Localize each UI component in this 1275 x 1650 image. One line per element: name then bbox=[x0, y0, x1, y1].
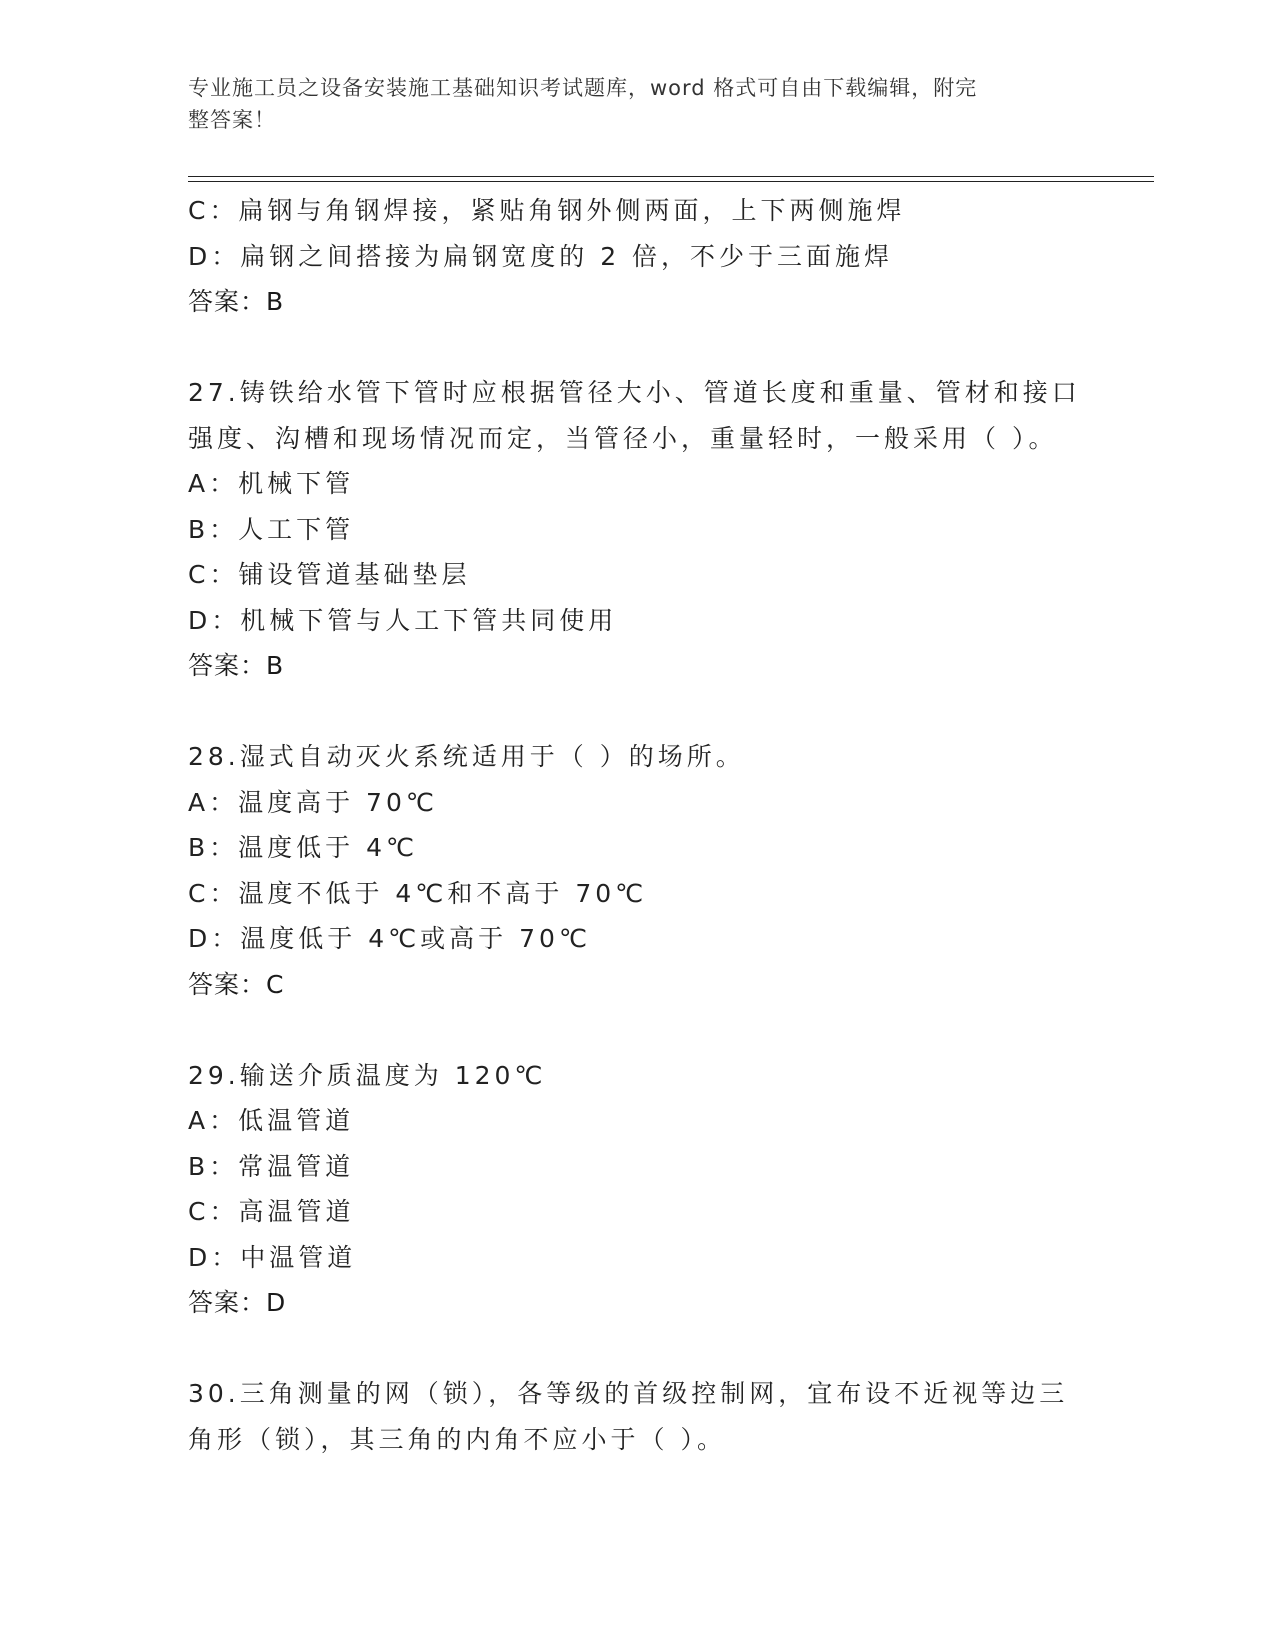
answer: 答案：C bbox=[188, 969, 285, 999]
answer: 答案：B bbox=[188, 651, 285, 680]
option-c: C：温度不低于 4℃和不高于 70℃ bbox=[188, 878, 648, 908]
option-d: D：温度低于 4℃或高于 70℃ bbox=[188, 924, 592, 953]
question-stem: 27.铸铁给水管下管时应根据管径大小、管道长度和重量、管材和接口 bbox=[188, 378, 1081, 407]
option-a: A：温度高于 70℃ bbox=[188, 787, 438, 817]
question-27 bbox=[188, 370, 1088, 689]
question-stem: 强度、沟槽和现场情况而定，当管径小，重量轻时，一般采用（ ）。 bbox=[188, 423, 1058, 453]
option-d: D：机械下管与人工下管共同使用 bbox=[188, 605, 618, 635]
question-stem: 角形（锁），其三角的内角不应小于（ ）。 bbox=[188, 1424, 726, 1454]
question-list bbox=[188, 188, 1088, 1462]
header-line-1: 专业施工员之设备安装施工基础知识考试题库，word 格式可自由下载编辑，附完 bbox=[188, 76, 978, 100]
question-29 bbox=[188, 1053, 1088, 1326]
option-c: C：高温管道 bbox=[188, 1197, 355, 1226]
answer: 答案：D bbox=[188, 1288, 287, 1317]
header-rule-top bbox=[188, 176, 1154, 177]
option-d: D：扁钢之间搭接为扁钢宽度的 2 倍，不少于三面施焊 bbox=[188, 241, 894, 271]
option-c: C：铺设管道基础垫层 bbox=[188, 560, 471, 589]
option-b: B：人工下管 bbox=[188, 514, 355, 544]
question-stem: 28.湿式自动灭火系统适用于（ ）的场所。 bbox=[188, 742, 745, 771]
question-stem: 30.三角测量的网（锁），各等级的首级控制网，宜布设不近视等边三 bbox=[188, 1379, 1069, 1408]
question-28 bbox=[188, 734, 1088, 1007]
answer: 答案：B bbox=[188, 287, 285, 316]
option-a: A：机械下管 bbox=[188, 469, 355, 498]
question-30 bbox=[188, 1371, 1088, 1462]
option-b: B：温度低于 4℃ bbox=[188, 833, 419, 862]
spacer bbox=[188, 325, 1088, 371]
question-stem: 29.输送介质温度为 120℃ bbox=[188, 1060, 547, 1090]
document-header bbox=[188, 72, 1068, 136]
header-rule-bottom bbox=[188, 181, 1154, 182]
option-c: C：扁钢与角钢焊接，紧贴角钢外侧两面，上下两侧施焊 bbox=[188, 196, 906, 225]
option-b: B：常温管道 bbox=[188, 1151, 355, 1181]
question-block-continued bbox=[188, 188, 1088, 325]
spacer bbox=[188, 1007, 1088, 1053]
spacer bbox=[188, 689, 1088, 735]
header-line-2: 整答案！ bbox=[188, 108, 276, 132]
option-a: A：低温管道 bbox=[188, 1106, 355, 1135]
option-d: D：中温管道 bbox=[188, 1242, 357, 1272]
spacer bbox=[188, 1326, 1088, 1372]
